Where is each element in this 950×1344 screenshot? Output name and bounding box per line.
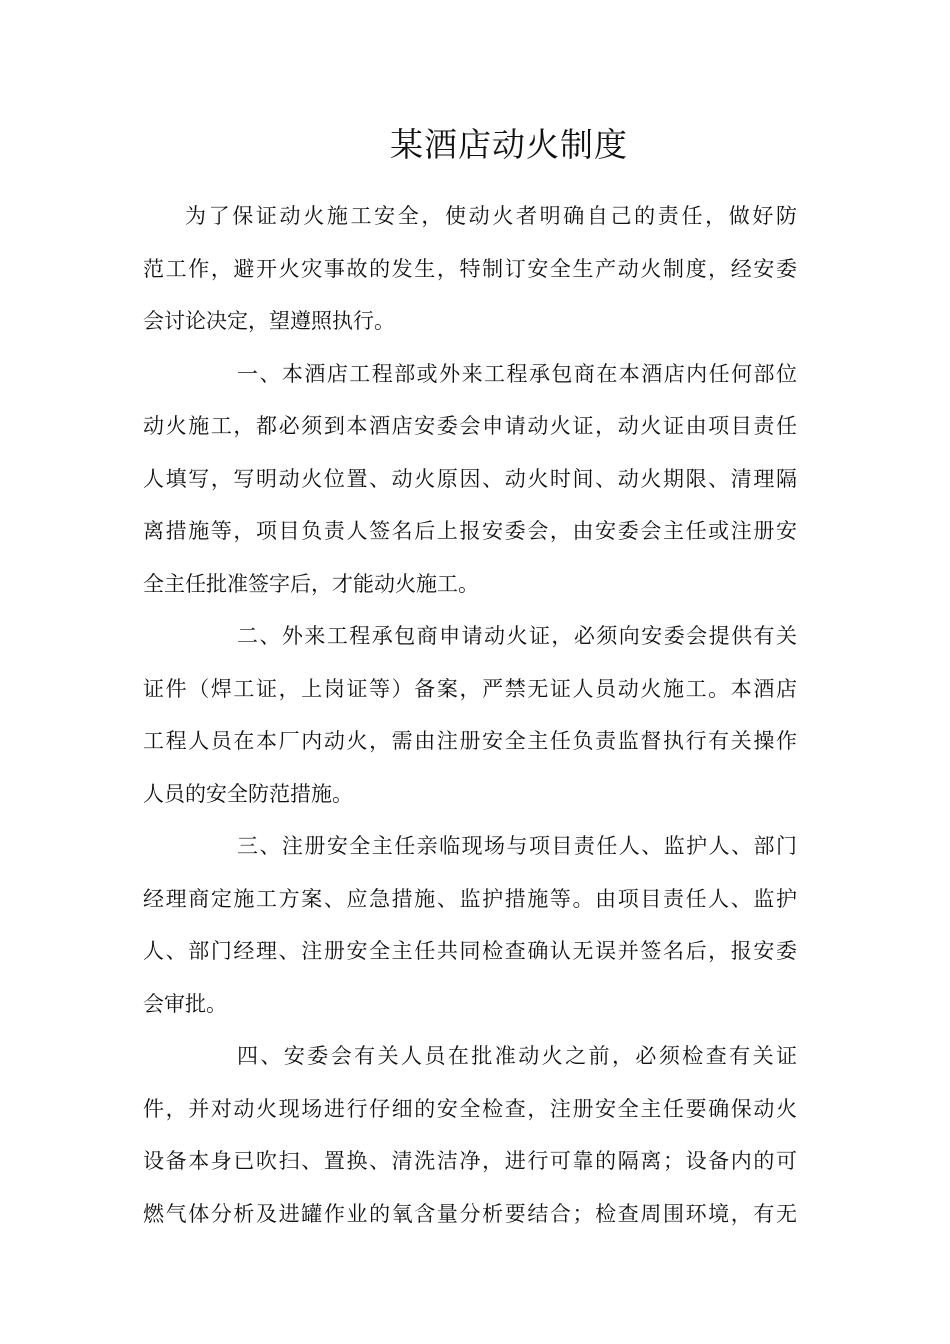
clause-1-paragraph (143, 348, 797, 611)
text-line: 设备本身已吹扫、置换、清洗洁净，进行可靠的隔离；设备内的可 (143, 1149, 797, 1173)
text-line: 动火施工，都必须到本酒店安委会申请动火证，动火证由项目责任 (143, 414, 797, 438)
text-line: 人、部门经理、注册安全主任共同检查确认无误并签名后，报安委 (143, 939, 797, 963)
text-line: 会讨论决定，望遵照执行。 (143, 309, 395, 333)
document-body (143, 190, 797, 1240)
text-line: 燃气体分析及进罐作业的氧含量分析要结合；检查周围环境，有无 (143, 1201, 797, 1226)
text-line: 人填写，写明动火位置、动火原因、动火时间、动火期限、清理隔 (143, 466, 797, 491)
text-line: 人员的安全防范措施。 (143, 781, 353, 806)
text-line: 为了保证动火施工安全，使动火者明确自己的责任，做好防 (185, 204, 797, 228)
text-line: 工程人员在本厂内动火，需由注册安全主任负责监督执行有关操作 (143, 729, 797, 753)
text-line: 离措施等，项目负责人签名后上报安委会，由安委会主任或注册安 (143, 519, 797, 543)
document-title: 某酒店动火制度 (390, 125, 628, 164)
text-line: 一、本酒店工程部或外来工程承包商在本酒店内任何部位 (237, 361, 797, 386)
intro-paragraph (143, 190, 797, 348)
text-line: 经理商定施工方案、应急措施、监护措施等。由项目责任人、监护 (143, 886, 797, 911)
text-line: 范工作，避开火灾事故的发生，特制订安全生产动火制度，经安委 (143, 256, 797, 281)
clause-2-paragraph (143, 610, 797, 820)
clause-4-paragraph (143, 1030, 797, 1240)
text-line: 四、安委会有关人员在批准动火之前，必须检查有关证 (237, 1044, 797, 1068)
clause-3-paragraph (143, 820, 797, 1030)
text-line: 会审批。 (143, 991, 227, 1016)
text-line: 三、注册安全主任亲临现场与项目责任人、监护人、部门 (237, 834, 797, 858)
text-line: 证件（焊工证，上岗证等）备案，严禁无证人员动火施工。本酒店 (143, 676, 797, 701)
text-line: 二、外来工程承包商申请动火证，必须向安委会提供有关 (237, 624, 797, 648)
text-line: 全主任批准签字后，才能动火施工。 (143, 571, 479, 596)
text-line: 件，并对动火现场进行仔细的安全检查，注册安全主任要确保动火 (143, 1096, 797, 1121)
